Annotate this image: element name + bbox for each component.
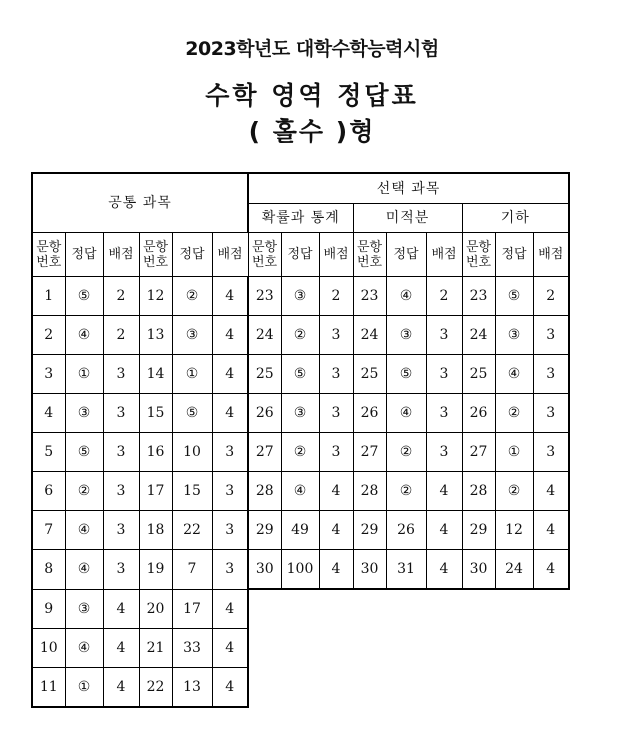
column-header-number: 문항 번호 xyxy=(139,233,172,277)
column-header-answer: 정답 xyxy=(65,233,103,277)
empty-cell xyxy=(495,667,533,707)
common-right-number-cell: 17 xyxy=(139,472,172,511)
prob-stat-number-cell: 25 xyxy=(248,355,281,394)
prob-stat-points-cell: 3 xyxy=(319,433,353,472)
calculus-answer-cell: ④ xyxy=(386,394,426,433)
geometry-number-cell: 28 xyxy=(462,472,495,511)
common-right-number-cell: 14 xyxy=(139,355,172,394)
elective-prob-stat-header: 확률과 통계 xyxy=(248,204,353,233)
calculus-answer-cell: ③ xyxy=(386,316,426,355)
geometry-points-cell: 3 xyxy=(533,316,569,355)
empty-cell xyxy=(533,589,569,628)
common-left-number-cell: 10 xyxy=(32,628,65,667)
common-right-points-cell: 3 xyxy=(212,433,248,472)
empty-cell xyxy=(353,628,386,667)
exam-year-title: 2023학년도 대학수학능력시험 xyxy=(185,38,439,60)
common-right-points-cell: 4 xyxy=(212,394,248,433)
common-left-answer-cell: ③ xyxy=(65,394,103,433)
prob-stat-number-cell: 27 xyxy=(248,433,281,472)
elective-geometry-header: 기하 xyxy=(462,204,569,233)
common-right-answer-cell: 13 xyxy=(172,667,212,707)
common-left-points-cell: 3 xyxy=(103,550,139,590)
common-right-points-cell: 3 xyxy=(212,550,248,590)
common-right-number-cell: 19 xyxy=(139,550,172,590)
geometry-answer-cell: ② xyxy=(495,394,533,433)
empty-cell xyxy=(533,667,569,707)
common-left-points-cell: 3 xyxy=(103,511,139,550)
subject-title: 수학 영역 정답표 xyxy=(205,81,419,110)
calculus-number-cell: 30 xyxy=(353,550,386,590)
prob-stat-points-cell: 4 xyxy=(319,511,353,550)
common-left-answer-cell: ⑤ xyxy=(65,433,103,472)
common-left-points-cell: 3 xyxy=(103,472,139,511)
common-right-points-cell: 4 xyxy=(212,667,248,707)
geometry-number-cell: 30 xyxy=(462,550,495,590)
prob-stat-points-cell: 3 xyxy=(319,355,353,394)
empty-cell xyxy=(462,589,495,628)
calculus-points-cell: 3 xyxy=(426,433,462,472)
prob-stat-number-cell: 28 xyxy=(248,472,281,511)
table-row xyxy=(32,667,569,707)
empty-cell xyxy=(353,589,386,628)
column-header-points: 배점 xyxy=(319,233,353,277)
table-row xyxy=(32,394,569,433)
common-left-answer-cell: ① xyxy=(65,667,103,707)
form-type-title: ( 홀수 )형 xyxy=(248,117,376,146)
prob-stat-answer-cell: ③ xyxy=(281,394,319,433)
calculus-points-cell: 4 xyxy=(426,472,462,511)
common-left-answer-cell: ④ xyxy=(65,511,103,550)
common-left-points-cell: 3 xyxy=(103,394,139,433)
common-right-points-cell: 3 xyxy=(212,511,248,550)
common-right-points-cell: 3 xyxy=(212,472,248,511)
empty-cell xyxy=(533,628,569,667)
geometry-number-cell: 23 xyxy=(462,277,495,316)
common-right-number-cell: 13 xyxy=(139,316,172,355)
geometry-answer-cell: 24 xyxy=(495,550,533,590)
prob-stat-answer-cell: ④ xyxy=(281,472,319,511)
empty-cell xyxy=(319,628,353,667)
common-right-answer-cell: ③ xyxy=(172,316,212,355)
common-left-points-cell: 4 xyxy=(103,589,139,628)
table-row xyxy=(32,433,569,472)
common-left-number-cell: 1 xyxy=(32,277,65,316)
prob-stat-number-cell: 24 xyxy=(248,316,281,355)
table-row xyxy=(32,550,569,590)
table-row xyxy=(32,355,569,394)
geometry-points-cell: 4 xyxy=(533,550,569,590)
empty-cell xyxy=(386,628,426,667)
common-left-points-cell: 4 xyxy=(103,628,139,667)
column-header-points: 배점 xyxy=(103,233,139,277)
empty-cell xyxy=(248,667,281,707)
calculus-number-cell: 24 xyxy=(353,316,386,355)
common-left-answer-cell: ③ xyxy=(65,589,103,628)
table-row xyxy=(32,277,569,316)
calculus-number-cell: 26 xyxy=(353,394,386,433)
column-header-answer: 정답 xyxy=(281,233,319,277)
calculus-points-cell: 4 xyxy=(426,550,462,590)
empty-cell xyxy=(281,667,319,707)
empty-cell xyxy=(281,589,319,628)
common-left-points-cell: 2 xyxy=(103,316,139,355)
empty-cell xyxy=(462,667,495,707)
empty-cell xyxy=(319,589,353,628)
empty-cell xyxy=(426,628,462,667)
common-right-answer-cell: 17 xyxy=(172,589,212,628)
common-left-number-cell: 3 xyxy=(32,355,65,394)
elective-calculus-header: 미적분 xyxy=(353,204,462,233)
geometry-answer-cell: ① xyxy=(495,433,533,472)
common-right-number-cell: 22 xyxy=(139,667,172,707)
common-left-answer-cell: ② xyxy=(65,472,103,511)
common-left-answer-cell: ④ xyxy=(65,316,103,355)
table-row xyxy=(32,316,569,355)
geometry-points-cell: 3 xyxy=(533,355,569,394)
common-left-number-cell: 6 xyxy=(32,472,65,511)
common-right-points-cell: 4 xyxy=(212,277,248,316)
common-left-answer-cell: ① xyxy=(65,355,103,394)
column-header-answer: 정답 xyxy=(495,233,533,277)
common-right-answer-cell: ② xyxy=(172,277,212,316)
geometry-points-cell: 4 xyxy=(533,511,569,550)
common-left-points-cell: 4 xyxy=(103,667,139,707)
common-right-answer-cell: 15 xyxy=(172,472,212,511)
calculus-number-cell: 28 xyxy=(353,472,386,511)
calculus-answer-cell: ② xyxy=(386,472,426,511)
calculus-answer-cell: 26 xyxy=(386,511,426,550)
geometry-points-cell: 3 xyxy=(533,394,569,433)
common-left-points-cell: 2 xyxy=(103,277,139,316)
prob-stat-answer-cell: ⑤ xyxy=(281,355,319,394)
common-left-answer-cell: ⑤ xyxy=(65,277,103,316)
common-left-answer-cell: ④ xyxy=(65,550,103,590)
common-right-number-cell: 15 xyxy=(139,394,172,433)
calculus-answer-cell: ② xyxy=(386,433,426,472)
common-left-points-cell: 3 xyxy=(103,433,139,472)
common-left-number-cell: 8 xyxy=(32,550,65,590)
common-right-points-cell: 4 xyxy=(212,316,248,355)
prob-stat-answer-cell: ③ xyxy=(281,277,319,316)
table-row xyxy=(32,628,569,667)
prob-stat-answer-cell: 100 xyxy=(281,550,319,590)
prob-stat-points-cell: 4 xyxy=(319,472,353,511)
geometry-points-cell: 2 xyxy=(533,277,569,316)
calculus-number-cell: 23 xyxy=(353,277,386,316)
prob-stat-points-cell: 3 xyxy=(319,394,353,433)
geometry-number-cell: 25 xyxy=(462,355,495,394)
geometry-answer-cell: 12 xyxy=(495,511,533,550)
elective-subject-header: 선택 과목 xyxy=(248,173,569,204)
common-right-answer-cell: 22 xyxy=(172,511,212,550)
geometry-points-cell: 3 xyxy=(533,433,569,472)
empty-cell xyxy=(248,628,281,667)
common-left-number-cell: 5 xyxy=(32,433,65,472)
calculus-points-cell: 3 xyxy=(426,394,462,433)
common-right-number-cell: 20 xyxy=(139,589,172,628)
answer-key-table xyxy=(31,172,570,708)
geometry-answer-cell: ④ xyxy=(495,355,533,394)
prob-stat-number-cell: 30 xyxy=(248,550,281,590)
prob-stat-number-cell: 26 xyxy=(248,394,281,433)
geometry-points-cell: 4 xyxy=(533,472,569,511)
prob-stat-answer-cell: ② xyxy=(281,433,319,472)
common-right-points-cell: 4 xyxy=(212,628,248,667)
column-header-number: 문항 번호 xyxy=(353,233,386,277)
common-left-number-cell: 4 xyxy=(32,394,65,433)
table-row xyxy=(32,511,569,550)
common-right-points-cell: 4 xyxy=(212,589,248,628)
calculus-answer-cell: 31 xyxy=(386,550,426,590)
calculus-number-cell: 25 xyxy=(353,355,386,394)
geometry-number-cell: 27 xyxy=(462,433,495,472)
prob-stat-points-cell: 2 xyxy=(319,277,353,316)
calculus-answer-cell: ⑤ xyxy=(386,355,426,394)
table-row xyxy=(32,472,569,511)
column-header-answer: 정답 xyxy=(386,233,426,277)
common-left-number-cell: 2 xyxy=(32,316,65,355)
common-left-number-cell: 9 xyxy=(32,589,65,628)
common-right-number-cell: 12 xyxy=(139,277,172,316)
prob-stat-number-cell: 29 xyxy=(248,511,281,550)
calculus-points-cell: 3 xyxy=(426,316,462,355)
prob-stat-answer-cell: ② xyxy=(281,316,319,355)
calculus-points-cell: 4 xyxy=(426,511,462,550)
common-subject-header: 공통 과목 xyxy=(32,173,248,233)
common-left-number-cell: 7 xyxy=(32,511,65,550)
common-right-number-cell: 21 xyxy=(139,628,172,667)
geometry-answer-cell: ⑤ xyxy=(495,277,533,316)
common-left-number-cell: 11 xyxy=(32,667,65,707)
calculus-points-cell: 2 xyxy=(426,277,462,316)
common-right-number-cell: 16 xyxy=(139,433,172,472)
prob-stat-points-cell: 3 xyxy=(319,316,353,355)
common-left-points-cell: 3 xyxy=(103,355,139,394)
column-header-points: 배점 xyxy=(426,233,462,277)
prob-stat-number-cell: 23 xyxy=(248,277,281,316)
column-header-points: 배점 xyxy=(212,233,248,277)
geometry-number-cell: 26 xyxy=(462,394,495,433)
empty-cell xyxy=(426,667,462,707)
geometry-answer-cell: ③ xyxy=(495,316,533,355)
common-right-points-cell: 4 xyxy=(212,355,248,394)
empty-cell xyxy=(386,667,426,707)
column-header-number: 문항 번호 xyxy=(462,233,495,277)
prob-stat-answer-cell: 49 xyxy=(281,511,319,550)
column-header-answer: 정답 xyxy=(172,233,212,277)
common-right-answer-cell: ⑤ xyxy=(172,394,212,433)
empty-cell xyxy=(495,628,533,667)
empty-cell xyxy=(319,667,353,707)
empty-cell xyxy=(426,589,462,628)
empty-cell xyxy=(462,628,495,667)
common-right-answer-cell: ① xyxy=(172,355,212,394)
common-right-number-cell: 18 xyxy=(139,511,172,550)
common-right-answer-cell: 33 xyxy=(172,628,212,667)
geometry-answer-cell: ② xyxy=(495,472,533,511)
prob-stat-points-cell: 4 xyxy=(319,550,353,590)
common-left-answer-cell: ④ xyxy=(65,628,103,667)
geometry-number-cell: 29 xyxy=(462,511,495,550)
empty-cell xyxy=(386,589,426,628)
column-header-number: 문항 번호 xyxy=(248,233,281,277)
empty-cell xyxy=(248,589,281,628)
geometry-number-cell: 24 xyxy=(462,316,495,355)
empty-cell xyxy=(281,628,319,667)
calculus-number-cell: 29 xyxy=(353,511,386,550)
empty-cell xyxy=(353,667,386,707)
calculus-points-cell: 3 xyxy=(426,355,462,394)
column-header-points: 배점 xyxy=(533,233,569,277)
common-right-answer-cell: 10 xyxy=(172,433,212,472)
empty-cell xyxy=(495,589,533,628)
common-right-answer-cell: 7 xyxy=(172,550,212,590)
calculus-number-cell: 27 xyxy=(353,433,386,472)
calculus-answer-cell: ④ xyxy=(386,277,426,316)
table-row xyxy=(32,589,569,628)
column-header-number: 문항 번호 xyxy=(32,233,65,277)
